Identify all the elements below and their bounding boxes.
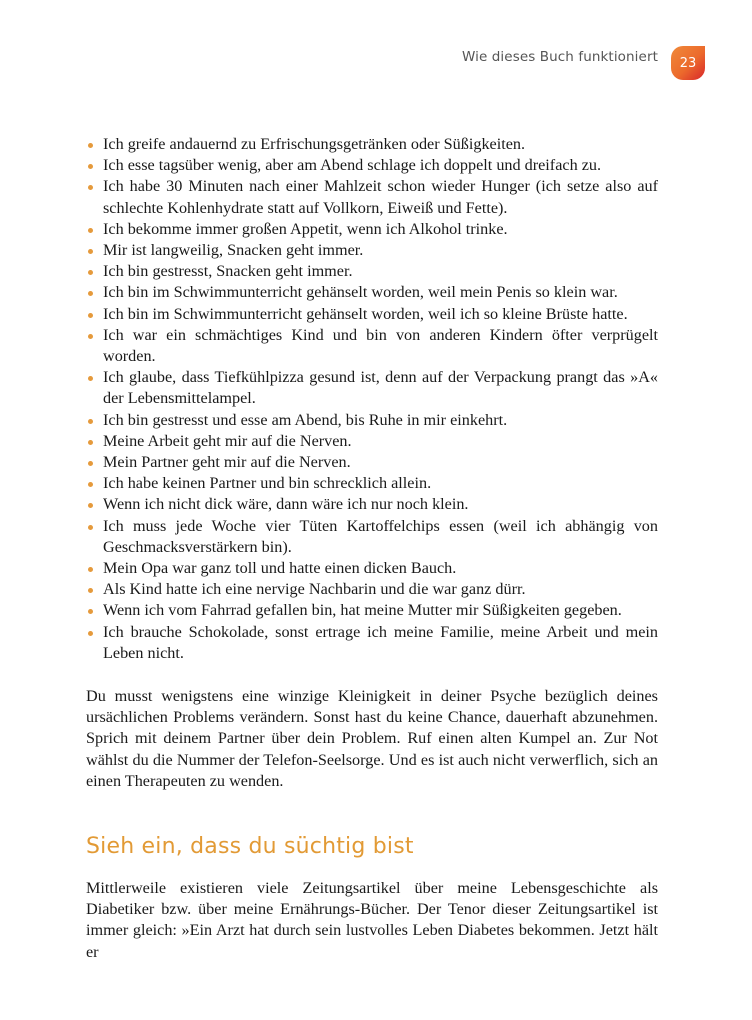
list-item: Ich bin gestresst, Snacken geht immer. (86, 261, 658, 282)
list-item: Ich esse tagsüber wenig, aber am Abend schlage ich doppelt und dreifach zu. (86, 155, 658, 176)
list-item: Als Kind hatte ich eine nervige Nachbarin und die war ganz dürr. (86, 579, 658, 600)
running-head-title: Wie dieses Buch funktioniert (461, 49, 658, 65)
list-item: Ich bin im Schwimmunterricht gehänselt worden, weil mein Penis so klein war. (86, 282, 658, 303)
section-heading: Sieh ein, dass du süchtig bist (86, 834, 414, 859)
list-item: Meine Arbeit geht mir auf die Nerven. (86, 431, 658, 452)
bullet-list (86, 134, 658, 664)
list-item: Wenn ich vom Fahrrad gefallen bin, hat meine Mutter mir Süßigkeiten gegeben. (86, 600, 658, 621)
list-item: Ich muss jede Woche vier Tüten Kartoffelchips essen (weil ich abhängig von Geschmacksverstärkern bin). (86, 516, 658, 558)
list-item: Ich greife andauernd zu Erfrischungsgetränken oder Süßigkeiten. (86, 134, 658, 155)
page-number: 23 (679, 55, 697, 71)
list-item: Ich bin gestresst und esse am Abend, bis Ruhe in mir einkehrt. (86, 410, 658, 431)
list-item: Mein Partner geht mir auf die Nerven. (86, 452, 658, 473)
list-item: Ich habe keinen Partner und bin schrecklich allein. (86, 473, 658, 494)
list-item: Ich bekomme immer großen Appetit, wenn ich Alkohol trinke. (86, 219, 658, 240)
list-item: Ich glaube, dass Tiefkühlpizza gesund ist, denn auf der Verpackung prangt das »A« der Lebensmittelampel. (86, 367, 658, 409)
list-item: Ich brauche Schokolade, sonst ertrage ich meine Familie, meine Arbeit und mein Leben nicht. (86, 622, 658, 664)
list-item: Ich bin im Schwimmunterricht gehänselt worden, weil ich so kleine Brüste hatte. (86, 304, 658, 325)
bullet-list-container (86, 134, 658, 664)
list-item: Mir ist langweilig, Snacken geht immer. (86, 240, 658, 261)
page-number-badge (671, 46, 705, 80)
body-paragraph: Du musst wenigstens eine winzige Kleinigkeit in deiner Psyche bezüglich deines ursächlichen Problems verändern. Sonst hast du keine Chance, dauerhaft abzunehmen. Sprich mit deinem Partner über dein Problem. Ruf einen alten Kumpel an. Zur Not wählst du die Nummer der Telefon-Seelsorge. Und es ist auch nicht verwerflich, sich an einen Therapeuten zu wenden. (86, 687, 658, 790)
list-item: Ich war ein schmächtiges Kind und bin von anderen Kindern öfter verprügelt worden. (86, 325, 658, 367)
list-item: Ich habe 30 Minuten nach einer Mahlzeit schon wieder Hunger (ich setze also auf schlechte Kohlenhydrate statt auf Vollkorn, Eiweiß und Fette). (86, 176, 658, 218)
list-item: Mein Opa war ganz toll und hatte einen dicken Bauch. (86, 558, 658, 579)
list-item: Wenn ich nicht dick wäre, dann wäre ich nur noch klein. (86, 494, 658, 515)
section-paragraph: Mittlerweile existieren viele Zeitungsartikel über meine Lebensgeschichte als Diabetiker bzw. über meine Ernährungs-Bücher. Der Tenor dieser Zeitungsartikel ist immer gleich: »Ein Arzt hat durch sein lustvolles Leben Diabetes bekommen. Jetzt hält er (86, 879, 658, 961)
